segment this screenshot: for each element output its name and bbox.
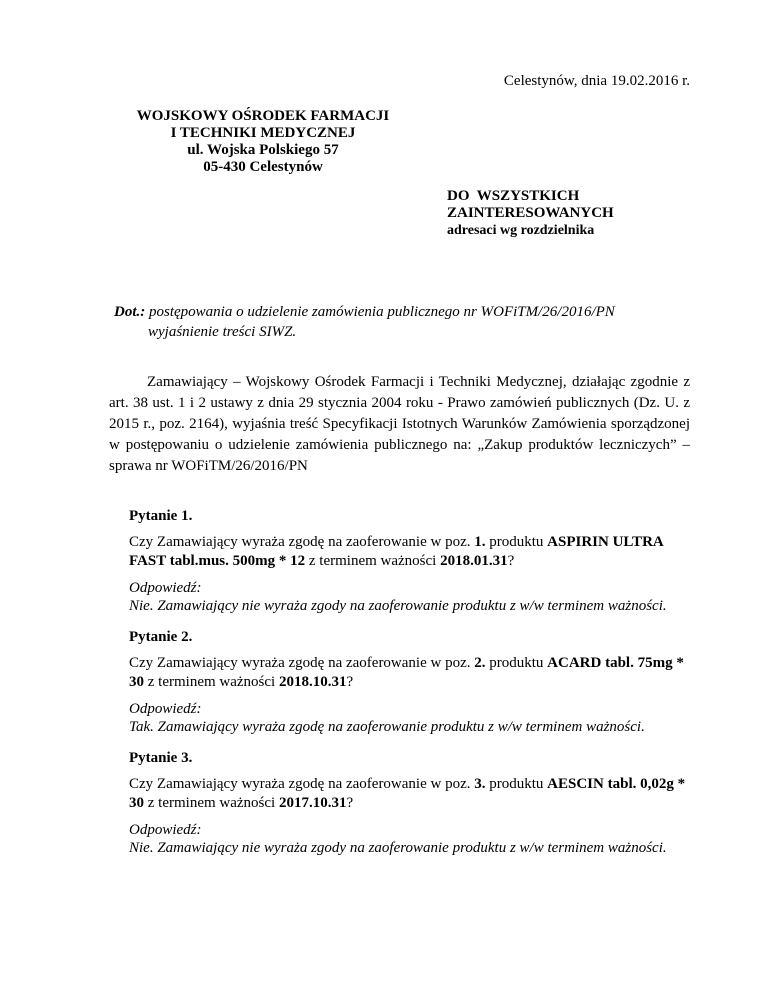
subject-block	[114, 302, 692, 342]
question-text-end: ?	[346, 795, 354, 811]
question-position: 2.	[474, 655, 486, 671]
question-position: 1.	[474, 534, 486, 550]
answer-label: Odpowiedź:	[129, 701, 202, 717]
question-text-prefix: Czy Zamawiający wyraża zgodę na zaoferowanie w poz.	[129, 534, 475, 550]
question-product: AESCIN tabl. 0,02g * 30	[129, 776, 686, 811]
answer-label: Odpowiedź:	[129, 822, 202, 838]
question-block-1	[129, 507, 690, 615]
question-product: ASPIRIN ULTRA FAST tabl.mus. 500mg * 12	[129, 534, 663, 569]
question-text-expiry: z terminem ważności	[144, 674, 279, 690]
sender-name-line1: WOJSKOWY OŚRODEK FARMACJI	[136, 108, 390, 124]
answer-label: Odpowiedź:	[129, 580, 202, 596]
question-title: Pytanie 1.	[129, 508, 193, 524]
answer-text: Tak. Zamawiający wyraża zgodę na zaoferowanie produktu z w/w terminem ważności.	[129, 719, 645, 735]
question-position: 3.	[474, 776, 486, 792]
sender-city: 05-430 Celestynów	[203, 159, 323, 175]
subject-label: Dot.:	[114, 304, 146, 320]
question-text-expiry: z terminem ważności	[305, 553, 441, 569]
intro-text: Zamawiający – Wojskowy Ośrodek Farmacji i Techniki Medycznej, działając zgodnie z art. 38 ust. 1 i 2 ustawy z dnia 29 stycznia 2004 roku - Prawo zamówień publicznych (Dz. U. z 2015 r., poz. 2164), wyjaśnia treść Specyfikacji Istotnych Warunków Zamówienia sporządzonej w postępowaniu o udzielenie zamówienia publicznego na: „Zakup produktów leczniczych” – sprawa nr WOFiTM/26/2016/PN	[109, 374, 690, 474]
question-text-end: ?	[507, 553, 515, 569]
sender-address	[128, 108, 398, 176]
question-text-prefix: Czy Zamawiający wyraża zgodę na zaoferowanie w poz.	[129, 776, 475, 792]
recipient-line2: ZAINTERESOWANYCH	[447, 205, 614, 221]
sender-street: ul. Wojska Polskiego 57	[187, 142, 339, 158]
subject-text: postępowania o udzielenie zamówienia publicznego nr WOFiTM/26/2016/PN	[149, 304, 615, 320]
question-block-2	[129, 628, 690, 736]
intro-paragraph	[109, 372, 690, 477]
question-expiry-date: 2017.10.31	[278, 795, 347, 811]
question-text-mid: produktu	[485, 534, 548, 550]
recipient-line1: DO WSZYSTKICH	[447, 188, 580, 204]
recipient-line3: adresaci wg rozdzielnika	[447, 223, 595, 238]
subject-line1	[114, 302, 692, 322]
subject-line2: wyjaśnienie treści SIWZ.	[148, 324, 297, 340]
question-expiry-date: 2018.01.31	[440, 553, 508, 569]
question-product: ACARD tabl. 75mg * 30	[129, 655, 684, 690]
question-text	[129, 533, 690, 571]
answer-text: Nie. Zamawiający nie wyraża zgody na zaoferowanie produktu z w/w terminem ważności.	[129, 840, 667, 856]
question-title: Pytanie 3.	[129, 750, 193, 766]
question-text-expiry: z terminem ważności	[144, 795, 279, 811]
question-expiry-date: 2018.10.31	[278, 674, 347, 690]
place-date: Celestynów, dnia 19.02.2016 r.	[503, 73, 690, 89]
question-text-prefix: Czy Zamawiający wyraża zgodę na zaoferowanie w poz.	[129, 655, 475, 671]
sender-name-line2: I TECHNIKI MEDYCZNEJ	[170, 125, 356, 141]
question-text	[129, 654, 690, 692]
question-text-mid: produktu	[485, 776, 548, 792]
question-text-end: ?	[346, 674, 354, 690]
question-block-3	[129, 749, 690, 857]
question-text	[129, 775, 690, 813]
question-title: Pytanie 2.	[129, 629, 193, 645]
question-text-mid: produktu	[485, 655, 548, 671]
answer-text: Nie. Zamawiający nie wyraża zgody na zaoferowanie produktu z w/w terminem ważności.	[129, 598, 667, 614]
recipient-block	[447, 188, 614, 239]
